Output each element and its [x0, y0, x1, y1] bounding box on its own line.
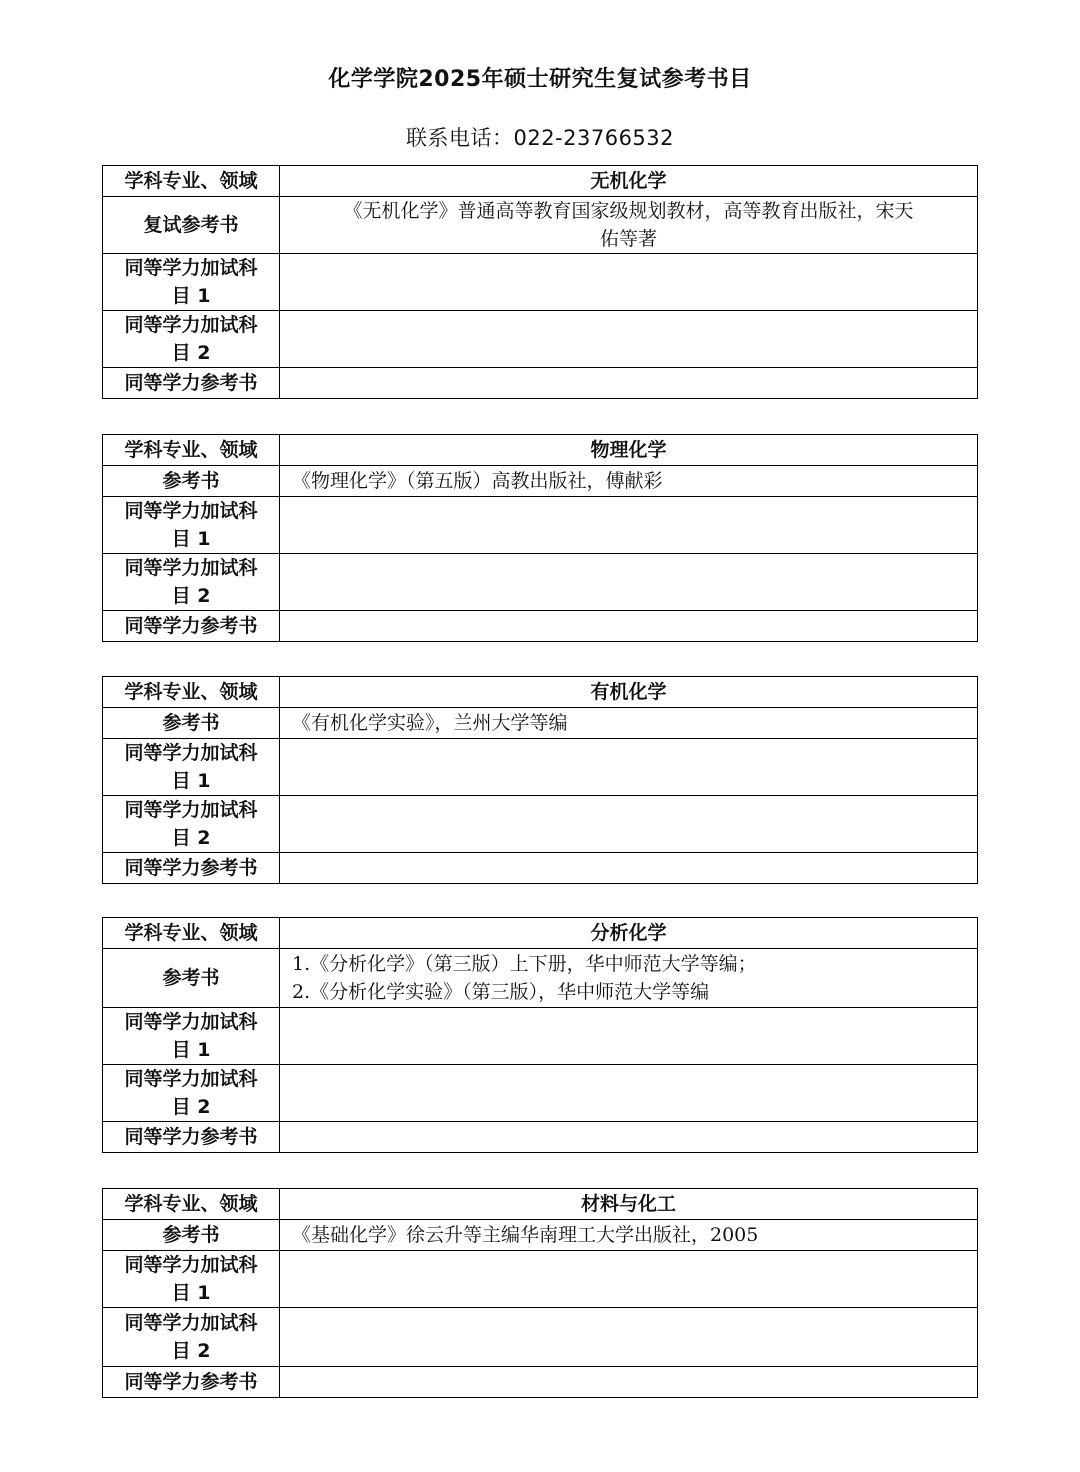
equiv-book-value [280, 1122, 978, 1153]
book-value [280, 949, 978, 1008]
header-label: 学科专业、领域 [103, 918, 280, 949]
book-label: 参考书 [103, 949, 280, 1008]
label-line: 同等学力加试科 [124, 500, 258, 522]
label-line: 目 1 [171, 1039, 211, 1061]
extra-subject-1-value [280, 1251, 978, 1308]
book-value [280, 197, 978, 254]
book-line: 《无机化学》普通高等教育国家级规划教材，高等教育出版社，宋天 [343, 200, 914, 222]
label-line: 目 1 [171, 770, 211, 792]
extra-subject-1-label [103, 254, 280, 311]
equiv-book-label: 同等学力参考书 [103, 1122, 280, 1153]
label-line: 同等学力加试科 [124, 314, 258, 336]
label-line: 目 2 [171, 1340, 211, 1362]
book-value [280, 1220, 978, 1251]
book-label: 复试参考书 [103, 197, 280, 254]
extra-subject-1-label [103, 739, 280, 796]
equiv-book-value [280, 368, 978, 399]
subject-name: 无机化学 [280, 166, 978, 197]
contact-phone: 联系电话：022-23766532 [405, 126, 675, 150]
extra-subject-1-value [280, 1008, 978, 1065]
label-line: 同等学力加试科 [124, 1254, 258, 1276]
equiv-book-label: 同等学力参考书 [103, 368, 280, 399]
subject-name: 有机化学 [280, 677, 978, 708]
label-line: 目 2 [171, 342, 211, 364]
label-line: 目 2 [171, 1096, 211, 1118]
reference-table-analytical [102, 917, 978, 1153]
extra-subject-2-value [280, 311, 978, 368]
label-line: 同等学力加试科 [124, 557, 258, 579]
extra-subject-1-value [280, 739, 978, 796]
extra-subject-1-label [103, 1008, 280, 1065]
book-value [280, 466, 978, 497]
reference-table-materials [102, 1188, 978, 1398]
header-label: 学科专业、领域 [103, 1189, 280, 1220]
equiv-book-value [280, 1367, 978, 1398]
label-line: 同等学力加试科 [124, 1312, 258, 1334]
equiv-book-label: 同等学力参考书 [103, 611, 280, 642]
header-label: 学科专业、领域 [103, 166, 280, 197]
book-label: 参考书 [103, 466, 280, 497]
subject-name: 物理化学 [280, 435, 978, 466]
label-line: 同等学力加试科 [124, 742, 258, 764]
reference-table-physical [102, 434, 978, 642]
label-line: 同等学力加试科 [124, 799, 258, 821]
book-label: 参考书 [103, 708, 280, 739]
book-value [280, 708, 978, 739]
book-line: 佑等著 [599, 228, 657, 250]
label-line: 目 1 [171, 1282, 211, 1304]
equiv-book-value [280, 611, 978, 642]
subject-name: 分析化学 [280, 918, 978, 949]
reference-table-organic [102, 676, 978, 884]
label-line: 同等学力加试科 [124, 1068, 258, 1090]
book-line: 《物理化学》（第五版）高教出版社，傅献彩 [292, 470, 663, 492]
extra-subject-1-value [280, 254, 978, 311]
extra-subject-2-label [103, 1308, 280, 1367]
extra-subject-2-label [103, 554, 280, 611]
header-label: 学科专业、领域 [103, 435, 280, 466]
book-line: 2.《分析化学实验》（第三版），华中师范大学等编 [292, 981, 710, 1003]
subject-name: 材料与化工 [280, 1189, 978, 1220]
label-line: 目 2 [171, 827, 211, 849]
label-line: 同等学力加试科 [124, 257, 258, 279]
extra-subject-2-label [103, 796, 280, 853]
extra-subject-2-value [280, 1065, 978, 1122]
equiv-book-label: 同等学力参考书 [103, 853, 280, 884]
label-line: 目 2 [171, 585, 211, 607]
label-line: 目 1 [171, 528, 211, 550]
book-label: 参考书 [103, 1220, 280, 1251]
page-title: 化学学院2025年硕士研究生复试参考书目 [328, 67, 752, 92]
label-line: 同等学力加试科 [124, 1011, 258, 1033]
book-line: 《有机化学实验》，兰州大学等编 [292, 712, 568, 734]
extra-subject-2-value [280, 796, 978, 853]
extra-subject-1-label [103, 1251, 280, 1308]
equiv-book-label: 同等学力参考书 [103, 1367, 280, 1398]
book-line: 《基础化学》徐云升等主编华南理工大学出版社，2005 [292, 1224, 759, 1246]
header-label: 学科专业、领域 [103, 677, 280, 708]
book-line: 1.《分析化学》（第三版）上下册，华中师范大学等编； [292, 953, 757, 975]
extra-subject-1-value [280, 497, 978, 554]
extra-subject-2-value [280, 1308, 978, 1367]
label-line: 目 1 [171, 285, 211, 307]
reference-table-inorganic [102, 165, 978, 399]
extra-subject-2-value [280, 554, 978, 611]
extra-subject-1-label [103, 497, 280, 554]
equiv-book-value [280, 853, 978, 884]
extra-subject-2-label [103, 311, 280, 368]
extra-subject-2-label [103, 1065, 280, 1122]
